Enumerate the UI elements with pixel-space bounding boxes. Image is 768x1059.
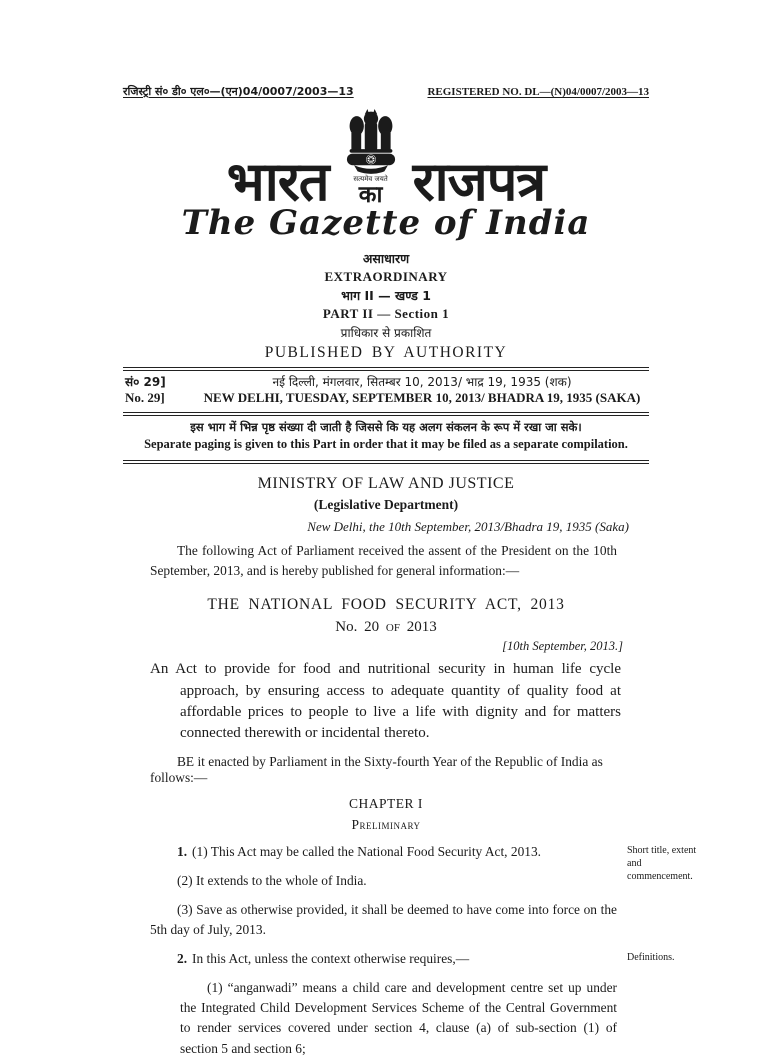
- act-subclause-paragraph: [180, 978, 617, 1058]
- emblem-column: [333, 109, 409, 208]
- department-name: (Legislative Department): [313, 497, 459, 513]
- emblem-motto: सत्यमेव जयते: [353, 175, 388, 183]
- dateline: New Delhi, the 10th September, 2013/Bhadra 19, 1935 (Saka): [307, 519, 629, 535]
- issue-block: [123, 371, 649, 407]
- registry-row: [123, 84, 649, 99]
- section-text: (2) It extends to the whole of India.: [177, 872, 367, 888]
- margin-note: Definitions.: [627, 952, 675, 964]
- section-number: 2.: [177, 951, 188, 967]
- chapter-heading: CHAPTER I: [349, 795, 423, 811]
- authority-hindi: प्राधिकार से प्रकाशित: [340, 326, 432, 341]
- margin-note: Short title, extent and commencement.: [627, 844, 697, 882]
- ministry-name: MINISTRY OF LAW AND JUSTICE: [257, 475, 515, 493]
- gazette-page: [123, 84, 697, 1059]
- masthead-title-row: [123, 109, 649, 214]
- issue-number-hindi: सं० 29]: [125, 375, 166, 390]
- extraordinary-hindi: असाधारण: [362, 251, 410, 267]
- section-text: (3) Save as otherwise provided, it shall be deemed to have come into force on the 5th day of July, 2013.: [150, 901, 617, 937]
- masthead-title-hindi-left: भारत: [226, 150, 329, 214]
- issue-line-english: [125, 390, 647, 406]
- registry-number-hindi: रजिस्ट्री सं० डी० एल०—(एन)04/0007/2003—13: [123, 85, 354, 98]
- section-text: (1) “anganwadi” means a child care and development centre set up under the Integrated Child Development Services Scheme of the Central Government to render services covered under section 4, clause (a) of sub-section (1) of section 5 and section 6;: [180, 980, 617, 1056]
- act-number-no: No. 20: [335, 619, 380, 636]
- assent-paragraph: The following Act of Parliament received the assent of the President on the 10th September, 2013, and is hereby published for general information:—: [150, 543, 617, 579]
- section-text: (1) This Act may be called the National Food Security Act, 2013.: [192, 843, 541, 859]
- section-text: In this Act, unless the context otherwise requires,—: [192, 951, 470, 967]
- act-section-paragraph: [150, 949, 675, 969]
- separate-paging-notice: [123, 416, 649, 455]
- section-number: 1.: [177, 843, 188, 859]
- issue-line-hindi: [125, 373, 647, 390]
- part-section-english: PART II — Section 1: [322, 306, 450, 322]
- double-rule: [123, 460, 649, 464]
- masthead-title-english: The Gazette of India: [181, 202, 591, 243]
- act-assent-date: [10th September, 2013.]: [502, 639, 623, 654]
- act-section-paragraph: [150, 900, 617, 940]
- notice-english: Separate paging is given to this Part in order that it may be filed as a separate compilation.: [144, 437, 628, 452]
- masthead-title-hindi-right: राजपत्र: [412, 150, 546, 214]
- issue-number-english: No. 29]: [125, 390, 165, 406]
- authority-english: PUBLISHED BY AUTHORITY: [264, 344, 508, 362]
- issue-date-hindi: नई दिल्ली, मंगलवार, सितम्बर 10, 2013/ भाद्र 19, 1935 (शक): [272, 375, 572, 390]
- act-number-year: 2013: [406, 619, 437, 636]
- extraordinary-english: EXTRAORDINARY: [324, 269, 448, 285]
- act-section-paragraph: [150, 871, 617, 891]
- part-section-hindi: भाग II — खण्ड 1: [341, 288, 431, 304]
- issue-date-english: NEW DELHI, TUESDAY, SEPTEMBER 10, 2013/ BHADRA 19, 1935 (SAKA): [203, 390, 641, 406]
- notice-hindi: इस भाग में भिन्न पृष्ठ संख्या दी जाती है जिससे कि यह अलग संकलन के रूप में रखा जा सके।: [190, 420, 582, 435]
- enactment-clause: BE it enacted by Parliament in the Sixty-fourth Year of the Republic of India as follows:—: [150, 753, 603, 785]
- act-number: [123, 619, 649, 636]
- chapter-subheading: Preliminary: [351, 816, 421, 832]
- act-number-of: OF: [385, 622, 400, 635]
- registry-number-english: REGISTERED NO. DL—(N)04/0007/2003—13: [427, 86, 649, 98]
- act-title: THE NATIONAL FOOD SECURITY ACT, 2013: [207, 596, 565, 614]
- masthead: [123, 109, 649, 241]
- national-emblem-icon: [344, 109, 398, 175]
- masthead-title-hindi-middle: का: [358, 182, 383, 209]
- edition-block: [123, 250, 649, 362]
- act-preamble: An Act to provide for food and nutritional security in human life cycle approach, by ensuring access to adequate quantity of quality food at affordable prices to people to live a life with dignity and for matters connected therewith or incidental thereto.: [150, 661, 621, 742]
